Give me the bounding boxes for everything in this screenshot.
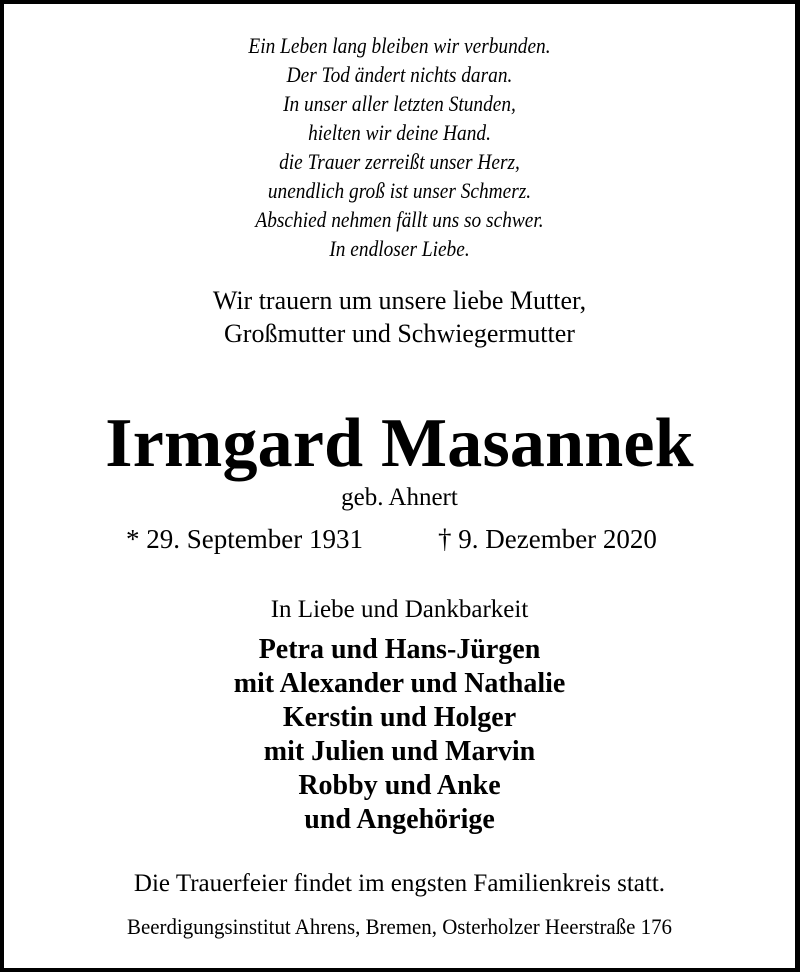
poem-line: hielten wir deine Hand.	[308, 120, 491, 145]
ceremony-notice: Die Trauerfeier findet im engsten Familienkreis statt.	[133, 870, 666, 897]
poem-line: In endloser Liebe.	[329, 236, 470, 261]
poem-line: Ein Leben lang bleiben wir verbunden.	[248, 33, 551, 58]
poem-line: unendlich groß ist unser Schmerz.	[267, 178, 532, 203]
deceased-name: Irmgard Masannek	[105, 405, 694, 482]
obituary-card	[4, 4, 795, 968]
poem-line: die Trauer zerreißt unser Herz,	[279, 149, 520, 174]
maiden-name: geb. Ahnert	[341, 484, 458, 511]
poem-line: In unser aller letzten Stunden,	[283, 91, 516, 116]
poem-line: Der Tod ändert nichts daran.	[286, 62, 513, 87]
mourners-heading: In Liebe und Dankbarkeit	[270, 596, 529, 623]
mourner-line: mit Julien und Marvin	[263, 736, 536, 767]
death-date: † 9. Dezember 2020	[438, 524, 657, 554]
mourner-line: mit Alexander und Nathalie	[233, 668, 566, 699]
birth-date: * 29. September 1931	[126, 524, 363, 554]
intro-line: Wir trauern um unsere liebe Mutter,	[212, 286, 587, 315]
undertaker-info: Beerdigungsinstitut Ahrens, Bremen, Osterholzer Heerstraße 176	[126, 914, 673, 939]
mourner-line: und Angehörige	[304, 804, 495, 835]
intro-line: Großmutter und Schwiegermutter	[224, 319, 575, 348]
mourner-line: Robby und Anke	[298, 770, 501, 801]
mourner-line: Petra und Hans-Jürgen	[258, 634, 541, 665]
poem-line: Abschied nehmen fällt uns so schwer.	[255, 207, 544, 232]
mourner-line: Kerstin und Holger	[282, 702, 517, 733]
